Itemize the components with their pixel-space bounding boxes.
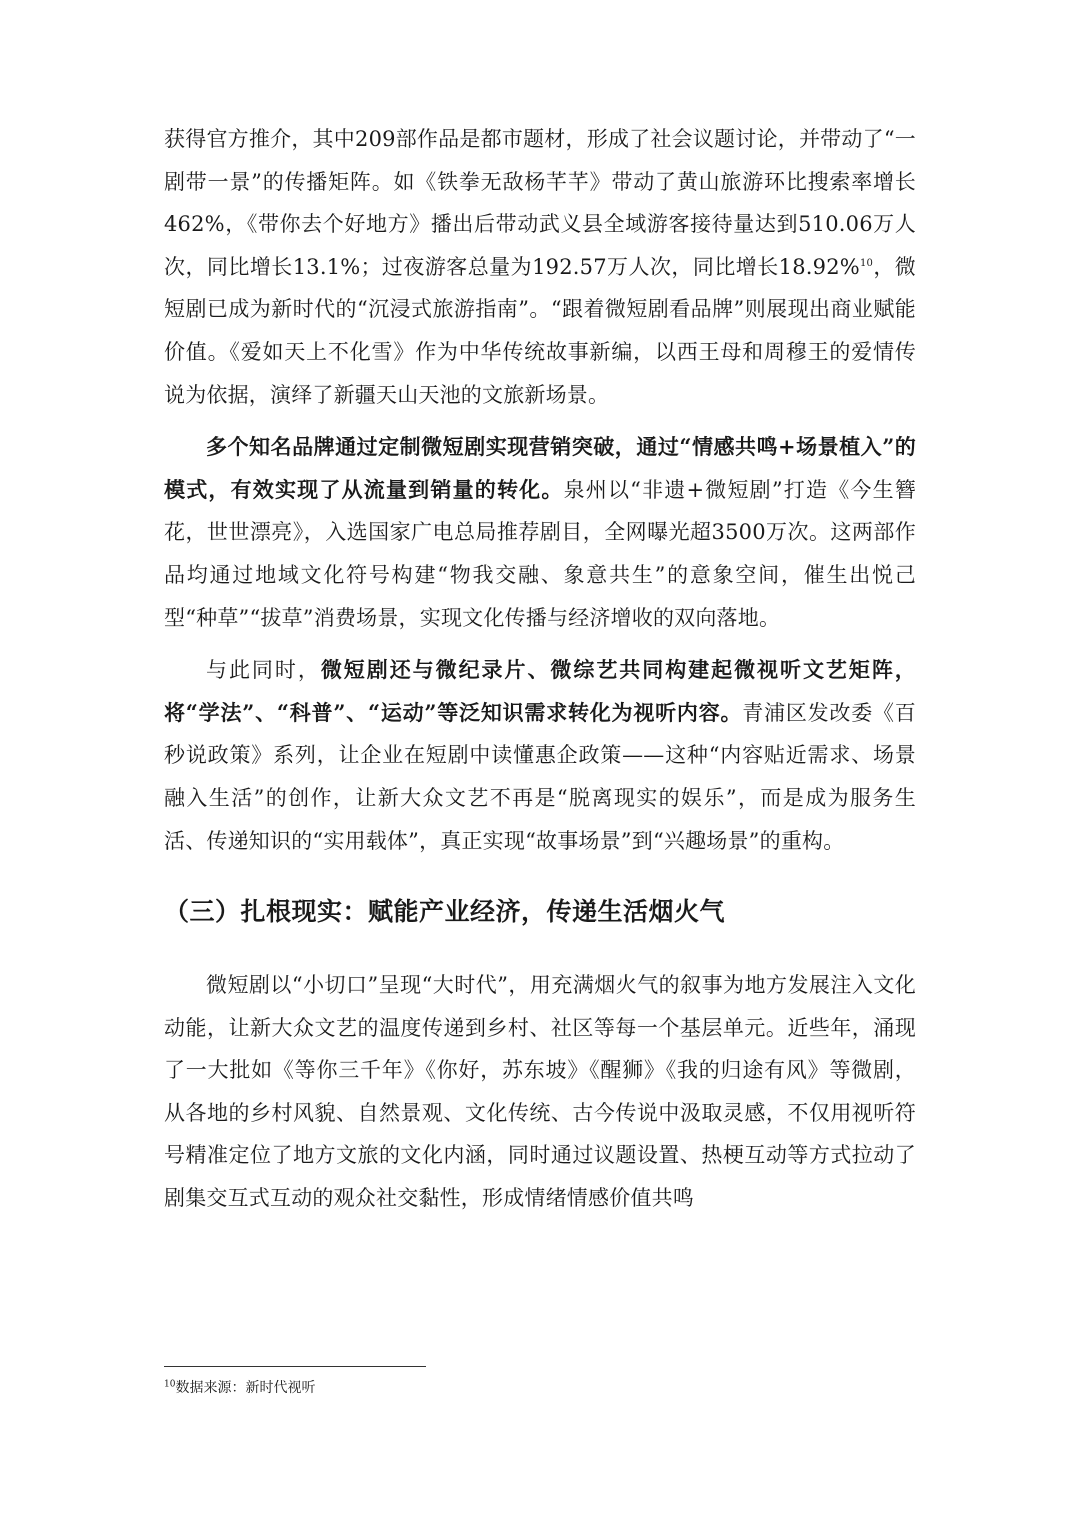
paragraph-4: 微短剧以“小切口”呈现“大时代”，用充满烟火气的叙事为地方发展注入文化动能，让新大众文艺的温度传递到乡村、社区等每一个基层单元。近些年，涌现了一大批如《等你三千年》《你好，苏东坡》《醒狮》《我的归途有风》等微剧，从各地的乡村风貌、自然景观、文化传统、古今传说中汲取灵感，不仅用视听符号精准定位了地方文旅的文化内涵，同时通过议题设置、热梗互动等方式拉动了剧集交互式互动的观众社交黏性，形成情绪情感价值共鸣	[164, 973, 916, 1211]
paragraph-2-bold: 多个知名品牌通过定制微短剧实现营销突破，通过“情感共鸣+场景植入”的模式，有效实现了从流量到销量的转化。	[164, 434, 916, 502]
paragraph-3	[164, 649, 916, 862]
paragraph-1-text-a: 获得官方推介，其中209部作品是都市题材，形成了社会议题讨论，并带动了“一剧带一景”的传播矩阵。如《铁拳无敌杨芊芊》带动了黄山旅游环比搜索率增长462%，《带你去个好地方》播出后带动武义县全域游客接待量达到510.06万人次，同比增长13.1%；过夜游客总量为192.57万人次，同比增长18.92%	[164, 127, 916, 279]
paragraph-3-lead: 与此同时，	[206, 658, 321, 683]
paragraph-3-text: 青浦区发改委《百秒说政策》系列，让企业在短剧中读懂惠企政策——这种“内容贴近需求、场景融入生活”的创作，让新大众文艺不再是“脱离现实的娱乐”，而是成为服务生活、传递知识的“实用载体”，真正实现“故事场景”到“兴趣场景”的重构。	[164, 700, 916, 853]
footnote-number: 10	[164, 1379, 176, 1390]
footnote	[164, 1378, 315, 1398]
footnote-divider	[164, 1366, 426, 1367]
footnote-text: 数据来源：新时代视听	[175, 1380, 316, 1396]
paragraph-2-text: 泉州以“非遗+微短剧”打造《今生簪花，世世漂亮》，入选国家广电总局推荐剧目，全网曝光超3500万次。这两部作品均通过地域文化符号构建“物我交融、象意共生”的意象空间，催生出悦己型“种草”“拔草”消费场景，实现文化传播与经济增收的双向落地。	[164, 477, 916, 630]
section-heading: （三）扎根现实：赋能产业经济，传递生活烟火气	[164, 897, 726, 927]
document-body	[164, 118, 916, 1220]
paragraph-1-text-b: ，微短剧已成为新时代的“沉浸式旅游指南”。“跟着微短剧看品牌”则展现出商业赋能价值。《爱如天上不化雪》作为中华传统故事新编，以西王母和周穆王的爱情传说为依据，演绎了新疆天山天池的文旅新场景。	[164, 254, 917, 407]
paragraph-2	[164, 426, 916, 639]
footnote-ref-10[interactable]: 10	[859, 257, 874, 269]
paragraph-3-bold: 微短剧还与微纪录片、微综艺共同构建起微视听文艺矩阵，将“学法”、“科普”、“运动”等泛知识需求转化为视听内容。	[164, 657, 917, 725]
paragraph-1	[164, 118, 916, 416]
